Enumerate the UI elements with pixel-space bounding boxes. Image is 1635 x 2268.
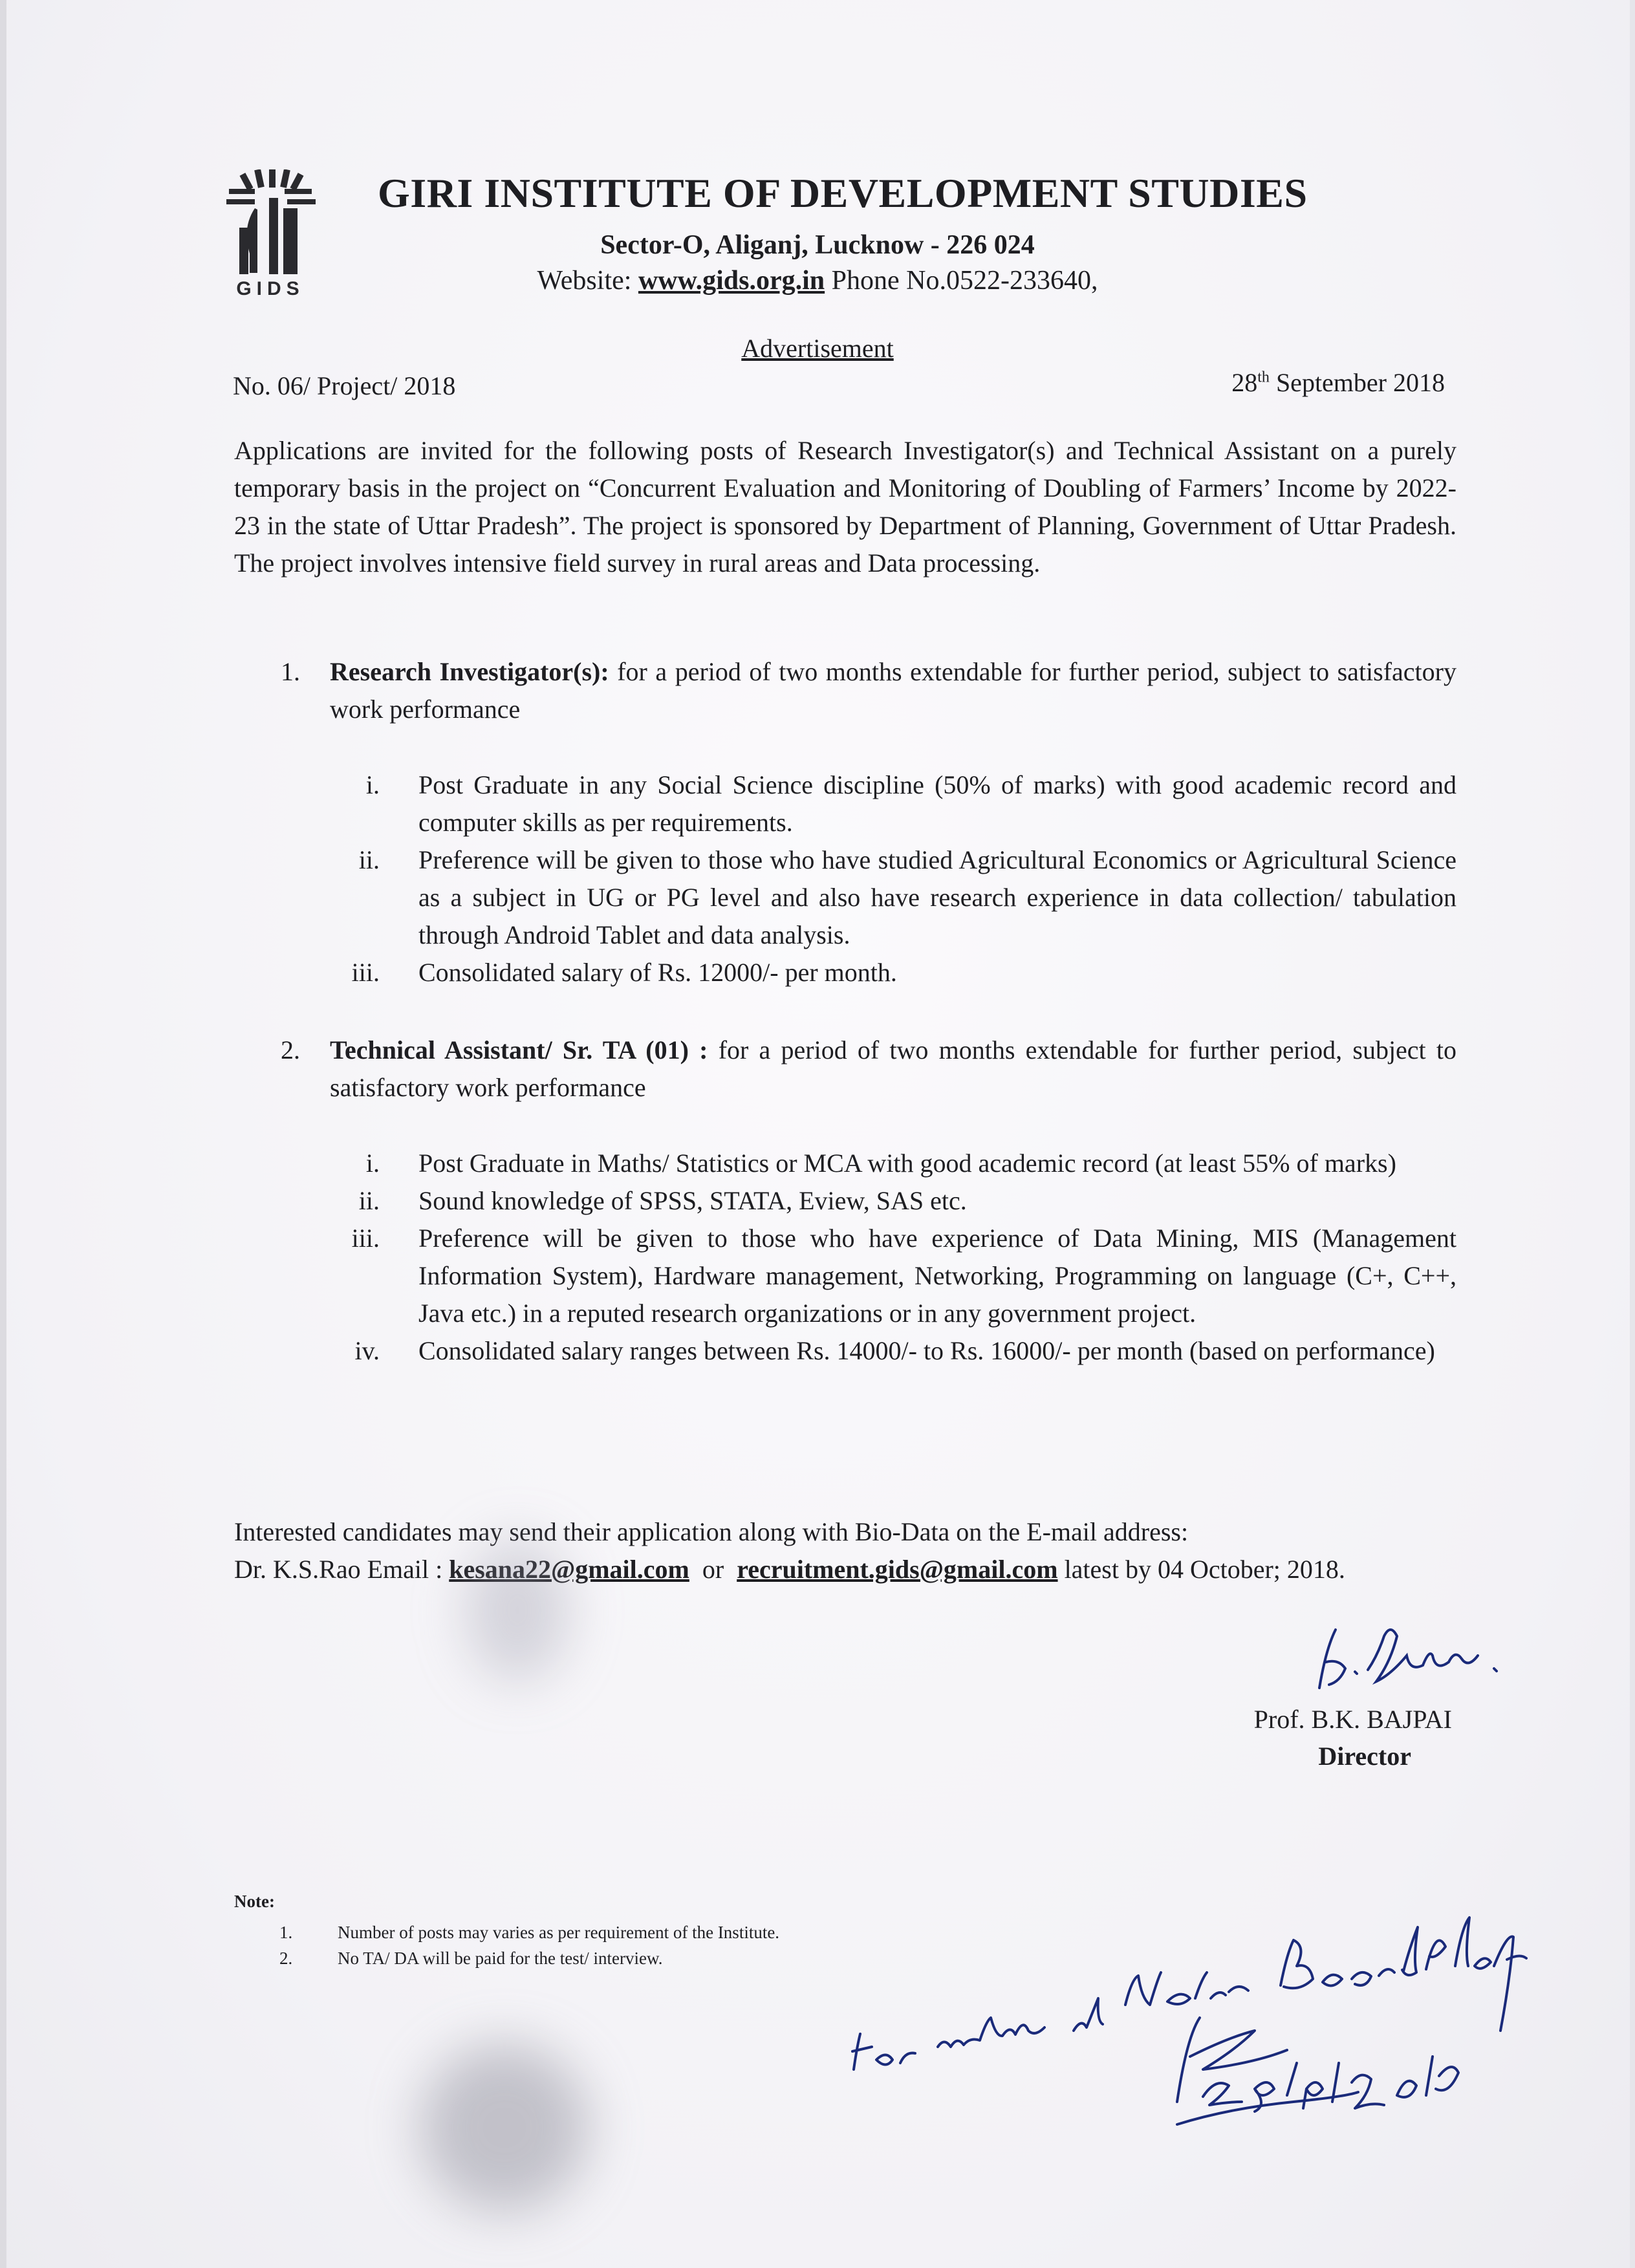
note-number: 1. — [279, 1923, 293, 1942]
date-suffix: th — [1257, 369, 1270, 386]
section-description: for a period of two months extendable for further period, subject to satisfactory work performance — [330, 1035, 1456, 1102]
section-number: 2. — [281, 1035, 300, 1064]
instructions-line: Interested candidates may send their application along with Bio-Data on the E-mail address: — [234, 1517, 1189, 1546]
reference-number: No. 06/ Project/ 2018 — [233, 371, 456, 400]
item-number: ii. — [358, 1186, 380, 1215]
institute-contact — [0, 265, 1635, 296]
website-link[interactable]: www.gids.org.in — [638, 266, 825, 296]
section-heading: Technical Assistant/ Sr. TA (01) : — [330, 1035, 708, 1064]
item-number: iii. — [351, 958, 380, 987]
signatory-name: Prof. B.K. BAJPAI — [1253, 1705, 1452, 1734]
note-text: No TA/ DA will be paid for the test/ interview. — [338, 1949, 663, 1968]
phone-number: Phone No.0522-233640, — [825, 266, 1098, 296]
list-item — [234, 954, 1456, 991]
email-link-recruitment[interactable]: recruitment.gids@gmail.com — [737, 1555, 1058, 1584]
section2-requirements — [234, 1145, 1456, 1370]
deadline-text: latest by 04 October; 2018. — [1057, 1555, 1345, 1584]
item-text: Consolidated salary ranges between Rs. 14000/- to Rs. 16000/- per month (based on performance) — [418, 1336, 1435, 1365]
section-number: 1. — [281, 657, 300, 686]
contact-line — [234, 1551, 1456, 1588]
section-research-investigator — [234, 653, 1456, 731]
note-item — [279, 1945, 779, 1971]
section-description: for a period of two months extendable for further period, subject to satisfactory work performance — [330, 657, 1456, 724]
item-text: Preference will be given to those who have experience of Data Mining, MIS (Management Information System), Hardware management, Networking, Programming on language (C+, C++, Java etc.) in a reputed research organizations or in any government project. — [418, 1224, 1456, 1328]
notes-list — [279, 1919, 779, 1971]
contact-prefix: Dr. K.S.Rao Email : — [234, 1555, 449, 1584]
intro-paragraph: Applications are invited for the following posts of Research Investigator(s) and Technical Assistant on a purely temporary basis in the project on “Concurrent Evaluation and Monitoring of Doubling of Farmers’ Income by 2022-23 in the state of Uttar Pradesh”. The project is sponsored by Department of Planning, Government of Uttar Pradesh. The project involves intensive field survey in rural areas and Data processing. — [234, 436, 1456, 578]
scan-smudge — [466, 1539, 569, 1681]
date-day: 28 — [1231, 368, 1258, 397]
scan-smudge — [420, 2044, 589, 2212]
section-text — [330, 653, 1456, 728]
document-date — [1231, 367, 1445, 398]
website-label: Website: — [537, 266, 638, 296]
signatory-role: Director — [1318, 1742, 1411, 1771]
director-signature — [1300, 1610, 1533, 1714]
item-number: i. — [365, 1149, 380, 1178]
note-text: Number of posts may varies as per requirement of the Institute. — [338, 1923, 780, 1942]
section-text — [330, 1031, 1456, 1107]
item-number: i. — [365, 770, 380, 799]
institute-address: Sector-O, Aliganj, Lucknow - 226 024 — [600, 230, 1035, 260]
note-number: 2. — [279, 1949, 293, 1968]
item-number: ii. — [358, 845, 380, 874]
handwritten-annotation — [841, 1908, 1539, 2141]
email-link-rao[interactable]: kesana22@gmail.com — [449, 1555, 689, 1584]
list-item — [234, 766, 1456, 841]
list-item — [234, 1332, 1456, 1370]
item-text: Post Graduate in any Social Science discipline (50% of marks) with good academic record and computer skills as per requirements. — [418, 770, 1456, 837]
section1-requirements — [234, 766, 1456, 991]
section-heading: Research Investigator(s): — [330, 657, 609, 686]
item-text: Preference will be given to those who have studied Agricultural Economics or Agricultural Science as a subject in UG or PG level and also have research experience in data collection/ tabulation through Android Tablet and data analysis. — [418, 845, 1456, 949]
date-rest: September 2018 — [1269, 368, 1445, 397]
application-instructions — [234, 1513, 1456, 1588]
item-text: Post Graduate in Maths/ Statistics or MCA with good academic record (at least 55% of marks) — [418, 1149, 1396, 1178]
advertisement-title: Advertisement — [741, 334, 894, 363]
item-number: iii. — [351, 1224, 380, 1253]
note-item — [279, 1919, 779, 1945]
list-item — [234, 1145, 1456, 1182]
list-item — [234, 841, 1456, 954]
logo-text: GIDS — [236, 278, 305, 299]
item-text: Sound knowledge of SPSS, STATA, Eview, SAS etc. — [418, 1186, 967, 1215]
item-text: Consolidated salary of Rs. 12000/- per month. — [418, 958, 897, 987]
note-title: Note: — [234, 1892, 275, 1911]
list-item — [234, 1220, 1456, 1332]
institute-name: GIRI INSTITUTE OF DEVELOPMENT STUDIES — [378, 170, 1308, 216]
item-number: iv. — [354, 1336, 380, 1365]
or-text: or — [689, 1555, 737, 1584]
list-item — [234, 1182, 1456, 1220]
section-technical-assistant — [234, 1031, 1456, 1109]
